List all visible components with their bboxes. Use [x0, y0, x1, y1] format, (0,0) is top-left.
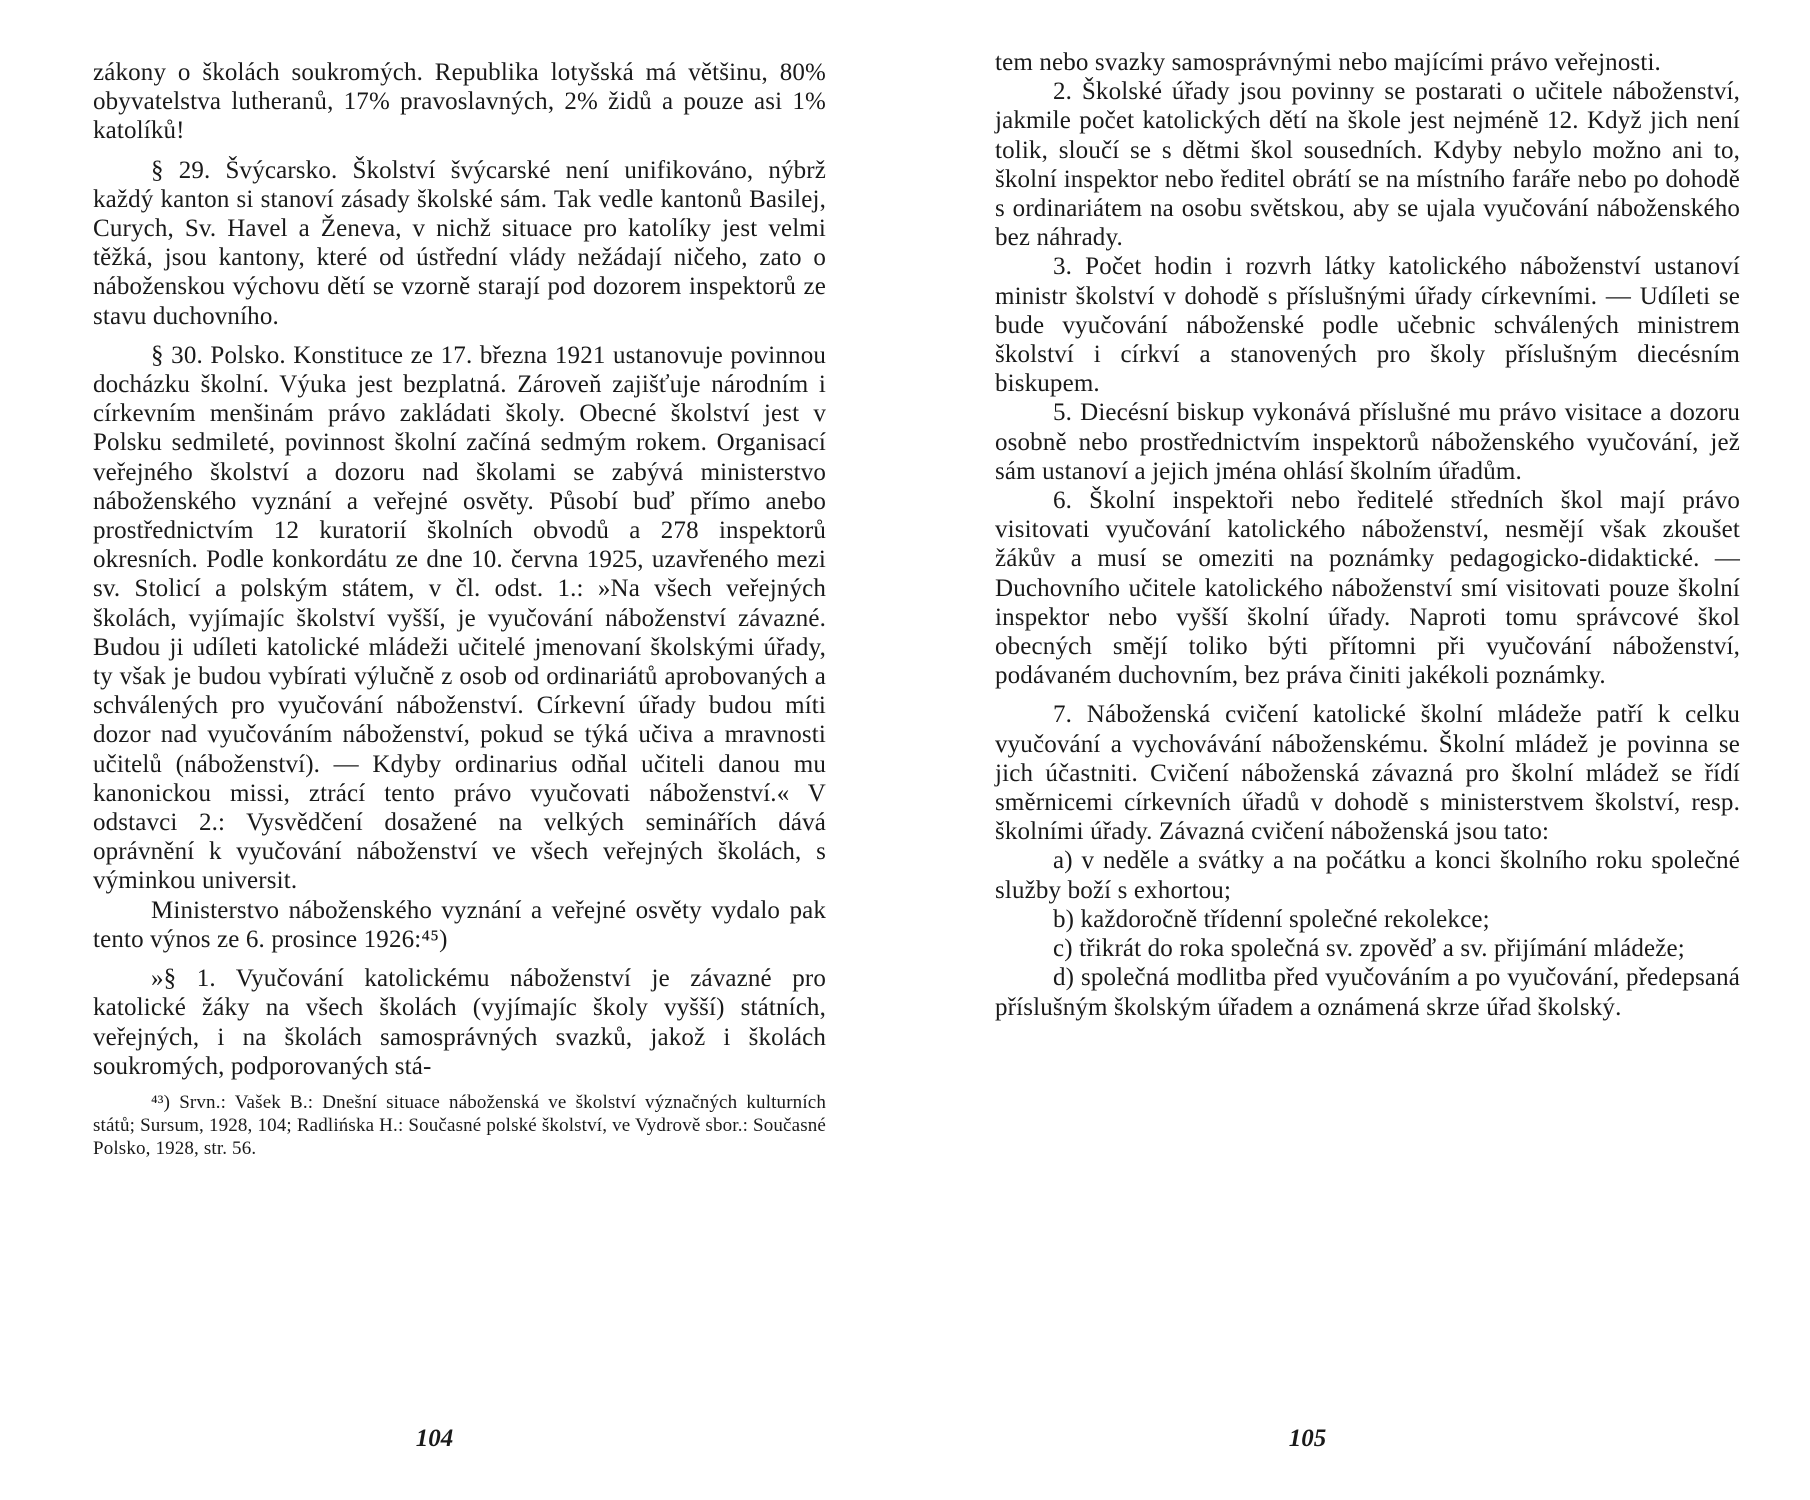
paragraph-point-5: 5. Diecésní biskup vykonává příslušné mu právo visitace a dozoru osobně nebo prostřednictvím inspektorů náboženského vyučování, jež sám ustanoví a jejich jména ohlásí školním úřadům.	[995, 399, 1740, 485]
page-number: 104	[415, 1425, 454, 1452]
list-item-a: a) v neděle a svátky a na počátku a konci školního roku společné služby boží s exhortou;	[995, 847, 1740, 904]
list-item-b: b) každoročně třídenní společné rekolekce;	[1053, 905, 1490, 933]
right-page-text	[995, 48, 1740, 1022]
paragraph: Ministerstvo náboženského vyznání a veřejné osvěty vydalo pak tento výnos ze 6. prosince 1926:⁴⁵)	[93, 896, 826, 953]
paragraph-point-3: 3. Počet hodin i rozvrh látky katolického náboženství ustanoví ministr školství v dohodě s příslušnými úřady církevními. — Udíleti se bude vyučování náboženské podle učebnic schválených ministrem školství i církví a stanovených pro školy příslušným diecésním biskupem.	[995, 253, 1740, 398]
paragraph-section-29: § 29. Švýcarsko. Školství švýcarské není unifikováno, nýbrž každý kanton si stanoví zásady školské sám. Tak vedle kantonů Basilej, Curych, Sv. Havel a Ženeva, v nichž situace pro katolíky jest velmi těžká, jsou kantony, které od ústřední vlády nežádají ničeho, zato o náboženskou výchovu dětí se vzorně starají pod dozorem inspektorů ze stavu duchovního.	[93, 156, 826, 330]
paragraph-decree-1: »§ 1. Vyučování katolickému náboženství je závazné pro katolické žáky na všech školách (vyjímajíc školy vyšší) státních, veřejných, i na školách samosprávných svazků, jakož i školách soukromých, podporovaných stá-	[93, 965, 826, 1080]
left-page-text	[93, 58, 826, 1160]
paragraph-point-2: 2. Školské úřady jsou povinny se postarati o učitele náboženství, jakmile počet katolických dětí na škole jest nejméně 12. Když jich není tolik, sloučí se s dětmi škol sousedních. Kdyby nebylo možno ani to, školní inspektor nebo ředitel obrátí se na místního faráře nebo po dohodě s ordinariátem na osobu světskou, aby se ujala vyučování náboženského bez náhrady.	[995, 78, 1740, 252]
page-number: 105	[1288, 1425, 1327, 1452]
paragraph-point-7: 7. Náboženská cvičení katolické školní mládeže patří k celku vyučování a vychovávání náboženskému. Školní mládež je povinna se jich účastniti. Cvičení náboženská závazná pro školní mládež se řídí směrnicemi církevních úřadů v dohodě s ministerstvem školství, resp. školními úřady. Závazná cvičení náboženská jsou tato:	[995, 701, 1740, 846]
right-page	[905, 0, 1810, 1500]
paragraph-point-6: 6. Školní inspektoři nebo ředitelé středních škol mají právo visitovati vyučování katolického náboženství, nesmějí však zkoušet žákův a musí se omeziti na poznámky pedagogicko-didaktické. — Duchovního učitele katolického náboženství smí visitovati pouze školní inspektor nebo vyšší školní úřady. Naproti tomu správcové škol obecných smějí toliko býti přítomni při vyučování náboženství, podávaném duchovním, bez práva činiti jakékoli poznámky.	[995, 487, 1740, 690]
paragraph-section-30: § 30. Polsko. Konstituce ze 17. března 1921 ustanovuje povinnou docházku školní. Výuka jest bezplatná. Zároveň zajišťuje národním i církevním menšinám právo zakládati školy. Obecné školství jest v Polsku sedmileté, povinnost školní začíná sedmým rokem. Organisací veřejného školství a dozoru nad školami se zabývá ministerstvo náboženského vyznání a veřejné osvěty. Působí buď přímo anebo prostřednictvím 12 kuratorií školních obvodů a 278 inspektorů okresních. Podle konkordátu ze dne 10. června 1925, uzavřeného mezi sv. Stolicí a polským státem, v čl. odst. 1.: »Na všech veřejných školách, vyjímajíc školství vyšší, je vyučování náboženství závazné. Budou ji udíleti katolické mládeži učitelé jmenovaní školskými úřady, ty však je budou vybírati výlučně z osob od ordinariátů aprobovaných a schválených pro vyučování náboženství. Církevní úřady budou míti dozor nad vyučováním náboženství, pokud se týká učiva a mravnosti učitelů (náboženství). — Kdyby ordinarius odňal učiteli danou mu kanonickou missi, ztrácí tento právo vyučovati náboženství.« V odstavci 2.: Vysvědčení dosažené na velkých seminářích dává oprávnění k vyučování náboženství ve všech veřejných školách, s výminkou universit.	[93, 341, 826, 895]
list-item-d: d) společná modlitba před vyučováním a po vyučování, předepsaná příslušným školským úřadem a oznámená skrze úřad školský.	[995, 964, 1740, 1021]
paragraph: zákony o školách soukromých. Republika lotyšská má většinu, 80% obyvatelstva lutheranů, 17% pravoslavných, 2% židů a pouze asi 1% katolíků!	[93, 59, 826, 145]
paragraph: tem nebo svazky samosprávnými nebo majícími právo veřejnosti.	[995, 49, 1661, 76]
list-item-c: c) třikrát do roka společná sv. zpověď a sv. přijímání mládeže;	[1053, 935, 1685, 963]
footnote: ⁴³) Srvn.: Vašek B.: Dnešní situace náboženská ve školství význačných kulturních států; Sursum, 1928, 104; Radlińska H.: Současné polské školství, ve Vydrově sbor.: Současné Polsko, 1928, str. 56.	[93, 1091, 826, 1159]
